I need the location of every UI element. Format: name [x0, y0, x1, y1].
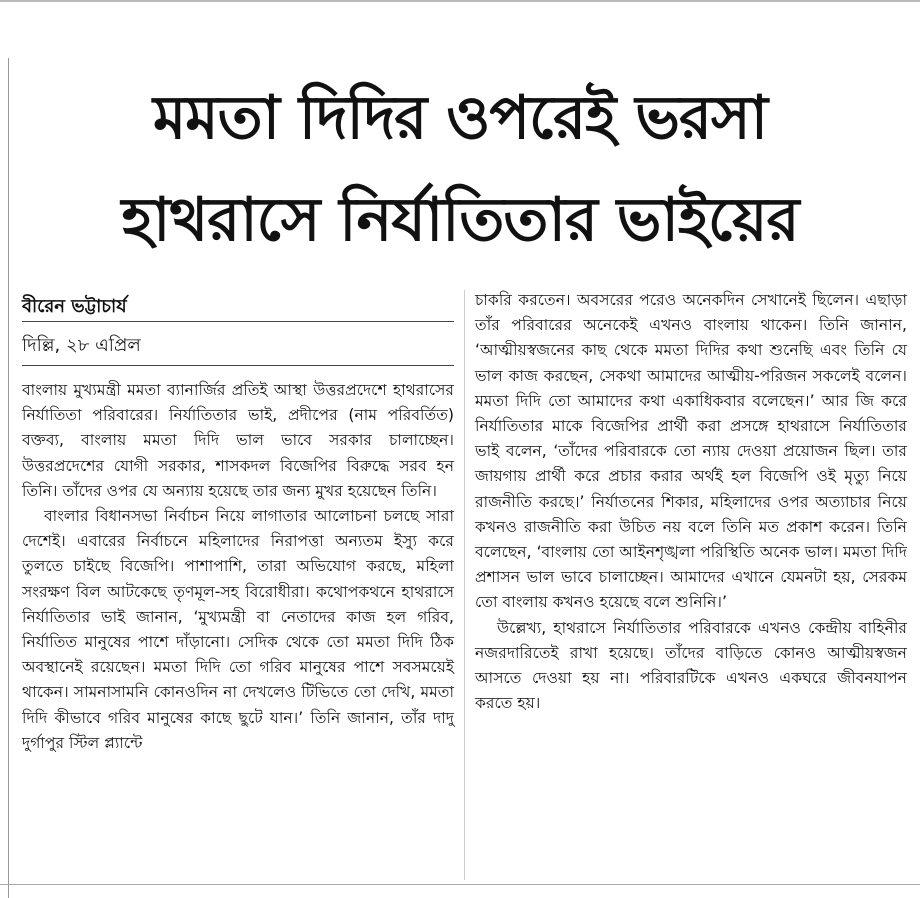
- bottom-rule: [0, 884, 920, 885]
- paragraph: বাংলার বিধানসভা নির্বাচন নিয়ে লাগাতার আলোচনা চলছে সারা দেশেই। এবারের নির্বাচনে মহিলাদের নিরাপত্তা অন্যতম ইস্যু করে তুলতে চাইছে বিজেপি। পাশাপাশি, তারা অভিযোগ করছে, মহিলা সংরক্ষণ বিল আটকেছে তৃণমূল-সহ বিরোধীরা। কথোপকথনে হাথরাসে নির্যাতিতার ভাই জানান, ‘মুখ্যমন্ত্রী বা নেতাদের কাজ হল গরিব, নির্যাতিত মানুষের পাশে দাঁড়ানো। সেদিক থেকে তো মমতা দিদি ঠিক অবস্থানেই রয়েছেন। মমতা দিদি তো গরিব মানুষের পাশে সবসময়েই থাকেন। সামনাসামনি কোনওদিন না দেখলেও টিভিতে তো দেখি, মমতা দিদি কীভাবে গরিব মানুষের কাছে ছুটে যান।’ তিনি জানান, তাঁর দাদু দুর্গাপুর স্টিল প্ল্যান্টে: [22, 507, 454, 752]
- headline-line-2: হাথরাসে নির্যাতিতার ভাইয়ের: [121, 185, 799, 255]
- byline-divider: [22, 321, 454, 322]
- article-column-left: [22, 378, 454, 756]
- paragraph: চাকরি করতেন। অবসরের পরেও অনেকদিন সেখানেই ছিলেন। এছাড়া তাঁর পরিবারের অনেকেই এখনও বাংলায় থাকেন। তিনি জানান, ‘আত্মীয়স্বজনের কাছ থেকে মমতা দিদির কথা শুনেছি এবং তিনি যে ভাল কাজ করছেন, সেকথা আমাদের আত্মীয়-পরিজন সকলেই বলেন। মমতা দিদি তো আমাদের কথা একাধিকবার বলেছেন।’ আর জি করে নির্যাতিতার মাকে বিজেপির প্রার্থী করা প্রসঙ্গে হাথরাসে নির্যাতিতার ভাই বলেন, ‘তাঁদের পরিবারকে তো ন্যায় দেওয়া প্রয়োজন ছিল। তার জায়গায় প্রার্থী করে প্রচার করার অর্থই হল বিজেপি ওই মৃত্যু নিয়ে রাজনীতি করছে।’ নির্যাতনের শিকার, মহিলাদের ওপর অত্যাচার নিয়ে কখনও রাজনীতি করা উচিত নয় বলে তিনি মত প্রকাশ করেন। তিনি বলেছেন, ‘বাংলায় তো আইনশৃঙ্খলা পরিস্থিতি অনেক ভাল। মমতা দিদি প্রশাসন ভাল ভাবে চালাচ্ছেন। আমাদের এখানে যেমনটা হয়, সেরকম তো বাংলায় কখনও হয়েছে বলে শুনিনি।’: [475, 291, 907, 612]
- dateline-divider: [22, 365, 454, 366]
- article-column-right: [475, 288, 907, 716]
- column-divider: [464, 290, 465, 880]
- paragraph: উল্লেখ্য, হাথরাসে নির্যাতিতার পরিবারকে এখনও কেন্দ্রীয় বাহিনীর নজরদারিতেই রাখা হয়েছে। তাঁদের বাড়িতে কোনও আত্মীয়স্বজন আসতে দেওয়া হয় না। পরিবারটিকে এখনও একঘরে জীবনযাপন করতে হয়।: [475, 618, 907, 713]
- dateline: দিল্লি, ২৮ এপ্রিল: [22, 335, 141, 356]
- paragraph: বাংলায় মুখ্যমন্ত্রী মমতা ব্যানার্জির প্রতিই আস্থা উত্তরপ্রদেশে হাথরাসের নির্যাতিতা পরিবারের। নির্যাতিতার ভাই, প্রদীপের (নাম পরিবর্তিত) বক্তব্য, বাংলায় মমতা দিদি ভাল ভাবে সরকার চালাচ্ছেন। উত্তরপ্রদেশের যোগী সরকার, শাসকদল বিজেপির বিরুদ্ধে সরব হন তিনি। তাঁদের ওপর যে অন্যায় হয়েছে তার জন্য মুখর হয়েছেন তিনি।: [22, 381, 454, 500]
- author-byline: বীরেন ভট্টাচার্য: [22, 296, 127, 317]
- headline-line-1: মমতা দিদির ওপরেই ভরসা: [152, 83, 768, 153]
- top-rule: [0, 0, 920, 2]
